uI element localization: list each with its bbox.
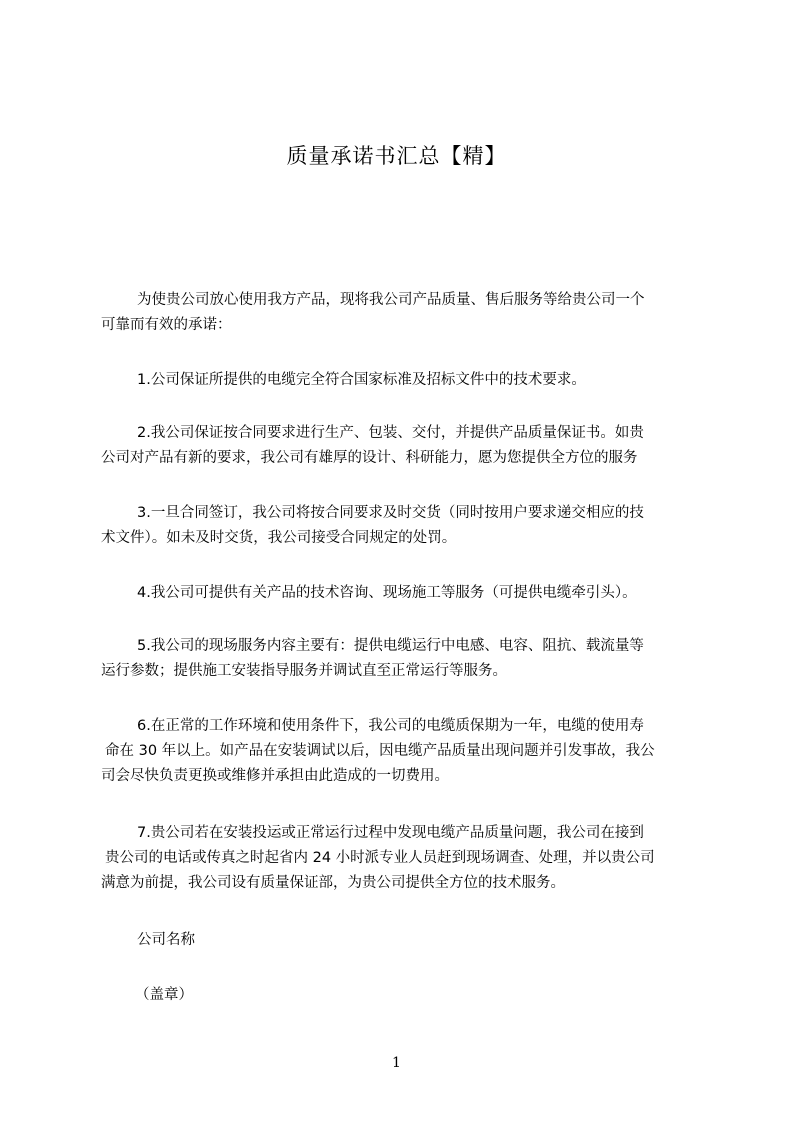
item-3-line-1: 3.一旦合同签订，我公司将按合同要求及时交货（同时按用户要求递交相应的技	[137, 505, 644, 521]
item-6-line-3: 司会尽快负责更换或维修并承担由此造成的一切费用。	[101, 768, 449, 784]
commitment-item-1	[101, 368, 701, 393]
commitment-item-5	[101, 634, 701, 684]
item-2-line-1: 2.我公司保证按合同要求进行生产、包装、交付，并提供产品质量保证书。如贵	[137, 425, 644, 441]
item-5-line-2: 运行参数；提供施工安装指导服务并调试直至正常运行等服务。	[101, 663, 507, 679]
item-7-line-1: 7.贵公司若在安装投运或正常运行过程中发现电缆产品质量问题，我公司在接到	[137, 825, 644, 841]
commitment-item-2	[101, 421, 701, 471]
seal-block	[101, 983, 701, 1008]
item-1-line-1: 1.公司保证所提供的电缆完全符合国家标准及招标文件中的技术要求。	[137, 372, 586, 388]
item-6-line-1: 6.在正常的工作环境和使用条件下，我公司的电缆质保期为一年，电缆的使用寿	[137, 718, 644, 734]
company-name-label: 公司名称	[137, 932, 195, 948]
item-3-line-2: 术文件）。如未及时交货，我公司接受合同规定的处罚。	[101, 530, 457, 546]
item-6-line-2: 命在 30 年以上。如产品在安装调试以后，因电缆产品质量出现问题并引发事故，我公	[105, 743, 655, 759]
commitment-item-7	[101, 821, 701, 896]
item-7-line-2: 贵公司的电话或传真之时起省内 24 小时派专业人员赶到现场调查、处理，并以贵公司	[105, 850, 655, 866]
item-4-line-1: 4.我公司可提供有关产品的技术咨询、现场施工等服务（可提供电缆牵引头）。	[137, 585, 637, 601]
seal-label: （盖章）	[135, 987, 193, 1003]
intro-line-2: 可靠而有效的承诺：	[101, 317, 232, 333]
page-title: 质量承诺书汇总【精】	[286, 144, 507, 168]
intro-line-1: 为使贵公司放心使用我方产品，现将我公司产品质量、售后服务等给贵公司一个	[137, 292, 645, 308]
item-5-line-1: 5.我公司的现场服务内容主要有：提供电缆运行中电感、电容、阻抗、载流量等	[137, 638, 644, 654]
item-7-line-3: 满意为前提，我公司设有质量保证部，为贵公司提供全方位的技术服务。	[101, 875, 565, 891]
commitment-item-4	[101, 581, 701, 606]
company-name-block	[101, 928, 701, 953]
commitment-item-3	[101, 501, 701, 551]
intro-paragraph	[101, 288, 701, 338]
commitment-item-6	[101, 714, 701, 789]
item-2-line-2: 公司对产品有新的要求，我公司有雄厚的设计、科研能力，愿为您提供全方位的服务	[101, 450, 638, 466]
page-number: 1	[392, 1055, 401, 1071]
